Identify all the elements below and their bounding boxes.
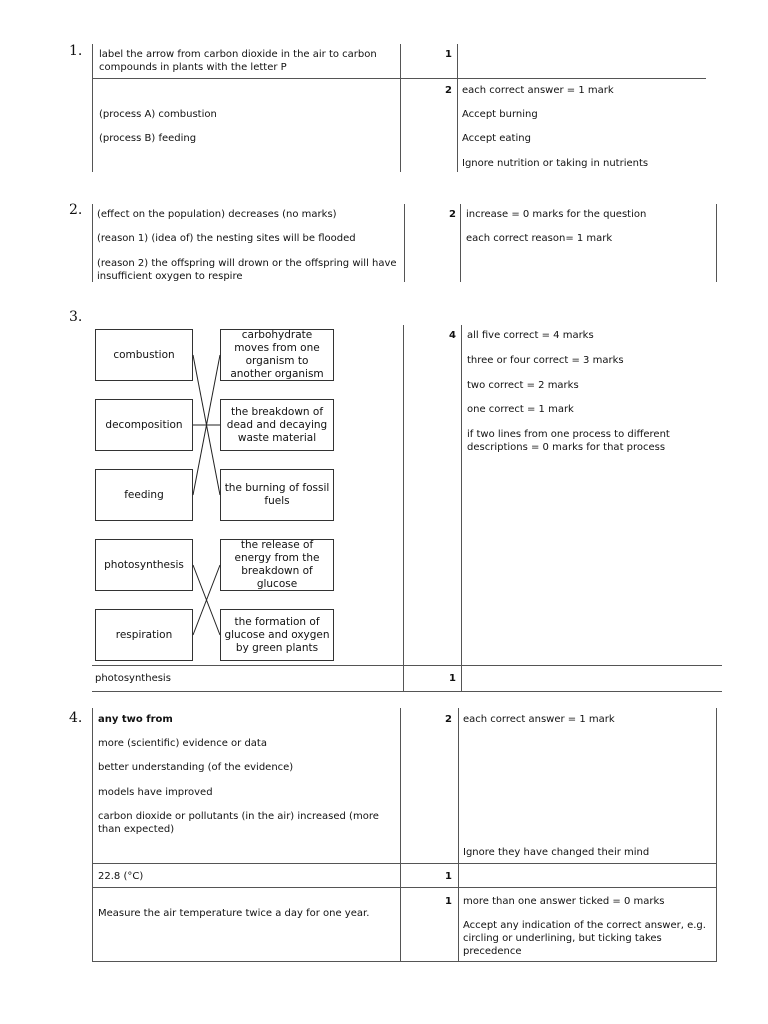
question-number: 1. [69, 43, 83, 59]
description-box: carbohydrate moves from one organism to another organism [220, 329, 334, 381]
mark: 2 [445, 714, 452, 725]
question-number: 2. [69, 202, 83, 218]
answer-text: (reason 1) (idea of) the nesting sites will be flooded [97, 233, 356, 244]
guidance-text: if two lines from one process to different descriptions = 0 marks for that process [467, 429, 670, 453]
guidance-text: Accept eating [462, 133, 531, 144]
answer-text: (process B) feeding [99, 133, 197, 144]
mark: 2 [445, 85, 452, 96]
divider [458, 708, 459, 962]
answer-text: Measure the air temperature twice a day for one year. [98, 908, 370, 919]
description-box: the burning of fossil fuels [220, 469, 334, 521]
divider [92, 863, 716, 864]
guidance-text: each correct reason= 1 mark [466, 233, 613, 244]
answer-text: models have improved [98, 787, 213, 798]
mark: 1 [449, 673, 456, 684]
guidance-text: Ignore they have changed their mind [463, 847, 650, 858]
guidance-text: three or four correct = 3 marks [467, 355, 624, 366]
divider [716, 708, 717, 962]
answer-text: (process A) combustion [99, 109, 217, 120]
answer-text: carbon dioxide or pollutants (in the air) increased (more than expected) [98, 811, 379, 835]
process-box-photosynthesis: photosynthesis [95, 539, 193, 591]
answer-text: photosynthesis [95, 673, 171, 684]
process-box-decomposition: decomposition [95, 399, 193, 451]
guidance-text: increase = 0 marks for the question [466, 209, 647, 220]
answer-line: label the arrow from carbon dioxide in the air to carbon [99, 49, 377, 60]
divider [92, 887, 716, 888]
description-box: the release of energy from the breakdown of glucose [220, 539, 334, 591]
guidance-text: each correct answer = 1 mark [463, 714, 615, 725]
answer-line: insufficient oxygen to respire [97, 271, 243, 282]
description-box: the formation of glucose and oxygen by green plants [220, 609, 334, 661]
answer-heading: any two from [98, 714, 173, 725]
answer-line: (reason 2) the offspring will drown or the offspring will have [97, 258, 397, 269]
guidance-text: all five correct = 4 marks [467, 330, 594, 341]
answer-line: compounds in plants with the letter P [99, 62, 287, 73]
mark: 4 [449, 330, 456, 341]
mark: 2 [449, 209, 456, 220]
mark: 1 [445, 871, 452, 882]
question-number: 4. [69, 710, 83, 726]
guidance-text: Ignore nutrition or taking in nutrients [462, 158, 649, 169]
question-number: 3. [69, 309, 83, 325]
guidance-text: two correct = 2 marks [467, 380, 579, 391]
process-box-respiration: respiration [95, 609, 193, 661]
divider [92, 708, 93, 962]
guidance-text: Accept burning [462, 109, 538, 120]
answer-text: better understanding (of the evidence) [98, 762, 294, 773]
answer-text: 22.8 (°C) [98, 871, 144, 882]
process-box-feeding: feeding [95, 469, 193, 521]
guidance-text: more than one answer ticked = 0 marks [463, 896, 665, 907]
guidance-text: one correct = 1 mark [467, 404, 574, 415]
divider [400, 708, 401, 962]
mark: 1 [445, 896, 452, 907]
guidance-text: each correct answer = 1 mark [462, 85, 614, 96]
process-box-combustion: combustion [95, 329, 193, 381]
guidance-text: Accept any indication of the correct answer, e.g. circling or underlining, but ticking takes precedence [463, 920, 706, 957]
description-box: the breakdown of dead and decaying waste material [220, 399, 334, 451]
mark: 1 [445, 49, 452, 60]
divider [92, 961, 716, 962]
answer-text: (effect on the population) decreases (no marks) [97, 209, 337, 220]
answer-text: more (scientific) evidence or data [98, 738, 267, 749]
